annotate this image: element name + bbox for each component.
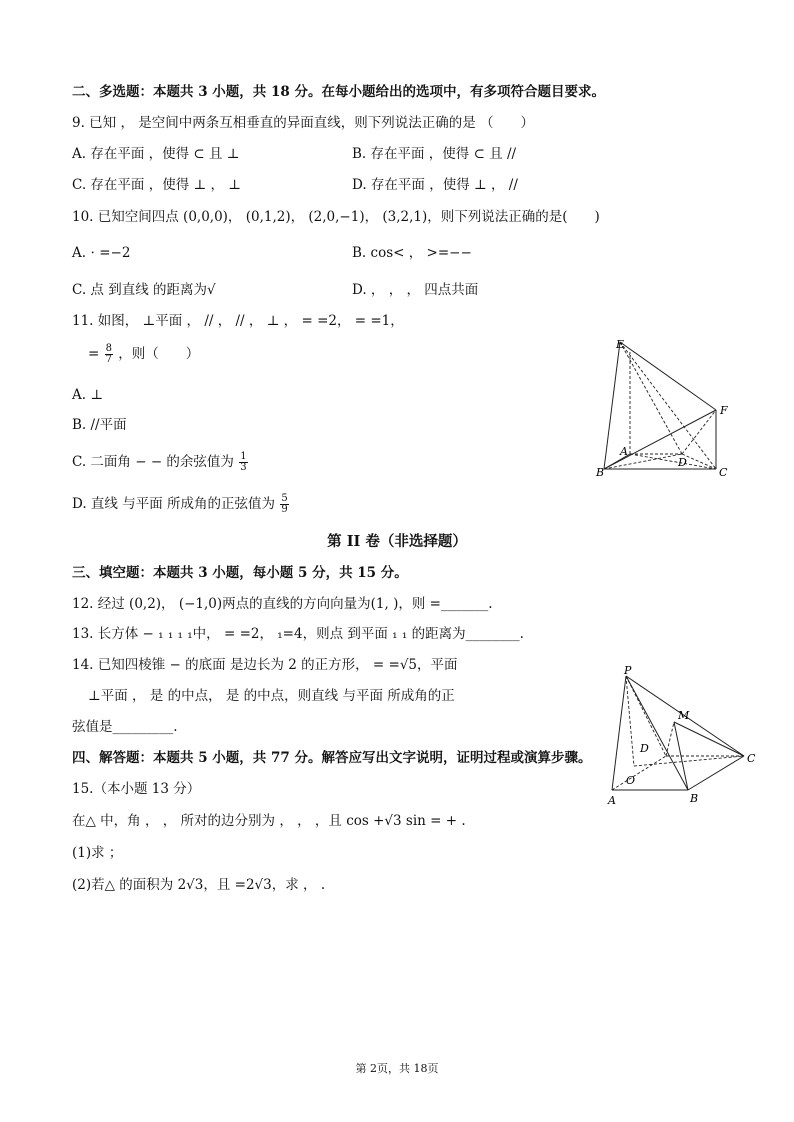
- edge-BC: [688, 756, 744, 790]
- page-footer: 第 2页，共 18页: [355, 1062, 439, 1075]
- label-B: B: [690, 792, 699, 805]
- q10-option-c: C. 点 到直线 的距离为√: [72, 282, 216, 298]
- edge-OC: [634, 756, 744, 766]
- q11-d-text: D. 直线 与平面 所成角的正弦值为: [72, 496, 276, 512]
- q15-part1: (1)求 ；: [72, 845, 123, 861]
- q11-option-a: A. ⊥: [72, 387, 104, 403]
- edge-EF: [620, 342, 716, 410]
- q11-d-num: 5: [281, 493, 288, 504]
- q11-c-den: 3: [240, 462, 247, 473]
- q12-text: 12. 经过 (0,2)， (−1,0)两点的直线的方向向量为(1, )，则 =_______.: [72, 596, 493, 612]
- q11-stem-line2: [88, 344, 199, 365]
- edge-PA: [612, 676, 626, 790]
- label-C: C: [719, 466, 728, 479]
- edge-AD: [612, 756, 666, 790]
- q9-option-c: C. 存在平面 ，使得 ⊥ ， ⊥: [72, 177, 241, 193]
- edge-EC: [620, 342, 716, 469]
- q14-line1: 14. 已知四棱锥 − 的底面 是边长为 2 的正方形， = =√5，平面: [72, 657, 458, 673]
- label-P: P: [624, 664, 632, 677]
- q11-c-num: 1: [240, 451, 247, 462]
- label-A: A: [608, 794, 616, 807]
- q10-option-b: B. cos< ， >=−−: [352, 245, 472, 261]
- q11-d-den: 9: [281, 504, 288, 515]
- edge-MC: [674, 722, 744, 756]
- q11-option-c: [72, 452, 249, 473]
- section2-header: 二、多选题：本题共 3 小题，共 18 分。在每小题给出的选项中，有多项符合题目要求。: [72, 84, 605, 100]
- q11-frac-den: 7: [105, 354, 112, 365]
- q11-c-text: C. 二面角 − − 的余弦值为: [72, 454, 234, 470]
- edge-BD: [604, 454, 682, 469]
- q10-stem: 10. 已知空间四点 (0,0,0)， (0,1,2)， (2,0,−1)， (3,2,1)，则下列说法正确的是( ): [72, 209, 600, 225]
- q15-title: 15.（本小题 13 分）: [72, 781, 201, 797]
- q11-stem2-pre: =: [88, 346, 100, 362]
- q10-option-d: D. ， ， ， 四点共面: [352, 282, 479, 298]
- label-B: B: [596, 466, 605, 479]
- q9-option-d: D. 存在平面 ，使得 ⊥ ， //: [352, 177, 518, 193]
- edge-DF: [682, 410, 716, 454]
- q14-figure: [604, 662, 764, 810]
- edge-AC: [630, 454, 716, 469]
- q11-stem: 11. 如图， ⊥平面 ， // ， // ， ⊥ ， = =2， = =1，: [72, 313, 404, 329]
- q9-option-a: A. 存在平面 ，使得 ⊂ 且 ⊥: [72, 146, 240, 162]
- edge-PB: [626, 676, 688, 790]
- q11-stem2-post: ，则（ ）: [118, 346, 200, 362]
- q14-line3: 弦值是_________.: [72, 719, 178, 735]
- section4-header: 四、解答题：本题共 5 小题，共 77 分。解答应写出文字说明，证明过程或演算步骤。: [72, 750, 592, 766]
- q11-c-fraction: [239, 452, 247, 473]
- label-M: M: [678, 709, 690, 722]
- q11-fraction: [105, 344, 113, 365]
- q11-d-fraction: [280, 494, 288, 515]
- label-A: A: [620, 445, 628, 458]
- edge-BF: [604, 410, 716, 469]
- edge-ED: [620, 342, 682, 454]
- q9-option-b: B. 存在平面 ，使得 ⊂ 且 //: [352, 146, 517, 162]
- q11-option-d: [72, 494, 290, 515]
- q9-stem: 9. 已知 ， 是空间中两条互相垂直的异面直线，则下列说法正确的是 （ ）: [72, 115, 535, 131]
- label-O: O: [626, 774, 636, 787]
- label-E: E: [616, 338, 625, 351]
- q15-stem: 在△ 中，角 ， ， 所对的边分别为 ， ， ，且 cos +√3 sin = + .: [72, 813, 466, 829]
- q11-option-b: B. //平面: [72, 417, 127, 433]
- label-D: D: [640, 742, 649, 755]
- section3-header: 三、填空题：本题共 3 小题，每小题 5 分，共 15 分。: [72, 565, 408, 581]
- q11-figure: [590, 332, 740, 482]
- q14-line2: ⊥平面 ， 是 的中点， 是 的中点，则直线 与平面 所成角的正: [88, 688, 455, 704]
- part2-title: 第 II 卷（非选择题）: [327, 533, 467, 550]
- q15-part2: (2)若△ 的面积为 2√3，且 =2√3，求 ， .: [72, 877, 326, 893]
- edge-DC: [682, 454, 716, 469]
- label-D: D: [678, 456, 687, 469]
- q13-text: 13. 长方体 − ₁ ₁ ₁ ₁中， = =2， ₁=4，则点 到平面 ₁ ₁ 的距离为________.: [72, 626, 524, 642]
- label-C: C: [747, 752, 756, 765]
- label-F: F: [720, 404, 728, 417]
- q11-frac-num: 8: [105, 343, 112, 354]
- edge-DM: [666, 722, 674, 756]
- q10-option-a: A. ⋅ =−2: [72, 245, 131, 261]
- edge-EB: [604, 342, 620, 469]
